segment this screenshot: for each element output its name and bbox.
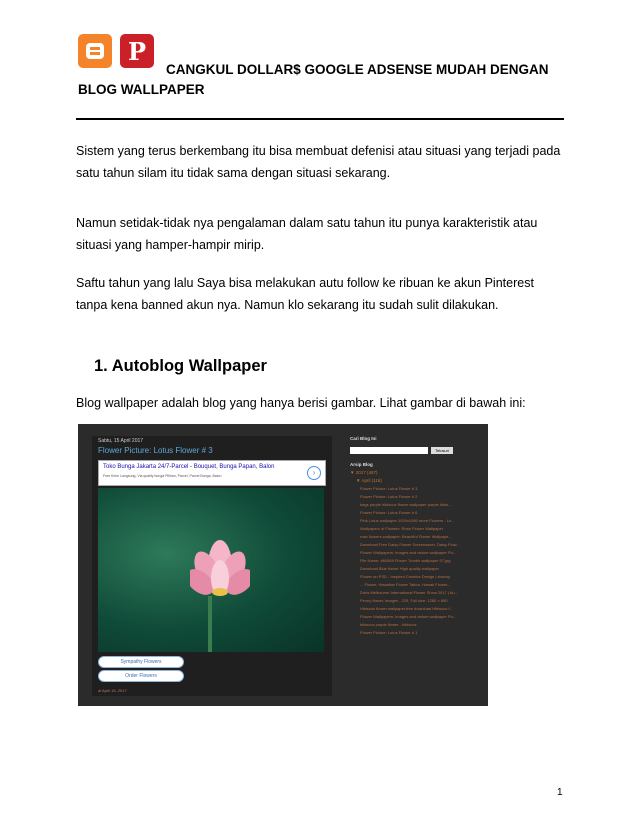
archive-item: Wallpapers of Flowers: Rose Flower Wallpaper — [360, 526, 444, 531]
page-number: 1 — [557, 787, 563, 798]
blog-sidebar — [350, 436, 480, 706]
sidebar-search-input — [350, 447, 428, 454]
archive-month: ▼ April (118) — [356, 478, 382, 483]
archive-item: Peony flower, images - 225, Full size: 1280 × 800 — [360, 598, 448, 603]
lotus-photo — [98, 488, 324, 652]
flower-buttons — [98, 656, 184, 684]
section-intro: Blog wallpaper adalah blog yang hanya berisi gambar. Lihat gambar di bawah ini: — [76, 396, 526, 410]
paragraph-1: Sistem yang terus berkembang itu bisa membuat defenisi atau situasi yang terjadi pada satu tahun silam itu tidak sama dengan situasi sekarang. — [76, 144, 561, 180]
sidebar-search-label: Cari Blog Ini — [350, 436, 377, 441]
ad-subtitle: Free Kirim Langsung, Via quality bunga Pilihan, Parcel, Parcel Bunga, Balon — [103, 474, 222, 478]
title-line-1: CANGKUL DOLLAR$ GOOGLE ADSENSE MUDAH DENGAN — [166, 62, 549, 77]
sidebar-search — [350, 447, 480, 454]
archive-year: ▼ 2017 (487) — [350, 470, 378, 475]
order-flowers-button: Order Flowers — [98, 670, 184, 682]
archive-item: Flower Picture: Lotus Flower # 1 — [360, 630, 418, 635]
paragraph-2: Namun setidak-tidak nya pengalaman dalam satu tahun itu punya karakteristik atau situasi yang hamper-hampir mirip. — [76, 216, 538, 252]
archive-item: rose flowers wallpaper: Beautiful Flower Wallpape... — [360, 534, 452, 539]
title-divider — [76, 118, 564, 120]
paragraph-3: Saftu tahun yang lalu Saya bisa melakukan autu follow ke ribuan ke akun Pinterest tanpa kena banned akun nya. Namun klo sekarang itu sudah sulit dilakukan. — [76, 276, 534, 312]
post-footer: di April 15, 2017 — [98, 688, 127, 693]
blog-post — [92, 436, 332, 696]
archive-item: Flower Picture: Lotus Flower # 2 — [360, 494, 418, 499]
post-date: Sabtu, 15 April 2017 — [98, 438, 144, 444]
archive-item: Download Free Daisy Flower Screensaver, Daisy Flow... — [360, 542, 460, 547]
lotus-flower-icon — [190, 526, 250, 606]
archive-item: File Name: #60569 Flower Tumblr wallpaper 07.jpg — [360, 558, 451, 563]
archive-item: Hibiscus flower wallpaper,free download Hibiscus f... — [360, 606, 453, 611]
archive-item: ... Flower, Hawaiian Flower Tattoo, Hawaii Flower... — [360, 582, 451, 587]
archive-item: Flower on PSD - Inspired Creative Design | strucsp — [360, 574, 451, 579]
title-line-2: BLOG WALLPAPER — [78, 82, 205, 97]
archive-item: Doris Melbourne International Flower Show 2017 | Au... — [360, 590, 458, 595]
sidebar-search-button: Telusuri — [431, 447, 453, 454]
sympathy-flowers-button: Sympathy Flowers — [98, 656, 184, 668]
blog-screenshot — [78, 424, 488, 706]
ad-arrow-icon: › — [307, 466, 321, 480]
post-title: Flower Picture: Lotus Flower # 3 — [98, 446, 213, 455]
section-heading: 1. Autoblog Wallpaper — [94, 357, 267, 375]
archive-item: Flower Picture: Lotus Flower # 3 — [360, 486, 418, 491]
archive-item: hibiscus purple flower - hibiscus — [360, 622, 417, 627]
archive-item: Flower Wallpapers: Images and nature wallpaper Flo... — [360, 550, 457, 555]
pinterest-icon: P — [120, 34, 154, 68]
ad-banner — [98, 460, 326, 486]
document-title — [78, 60, 568, 100]
blog-archive — [350, 462, 480, 635]
archive-item: Flower Wallpapers: Images and nature wallpaper Flo... — [360, 614, 457, 619]
archive-label: Arsip Blog — [350, 462, 373, 467]
archive-item: Flower Picture: Lotus Flower # 6 — [360, 510, 418, 515]
archive-item: bags purple hibiscus flower wallpaper purple hibis... — [360, 502, 452, 507]
ad-title: Toko Bunga Jakarta 24/7-Parcel - Bouquet, Bunga Papan, Balon — [103, 464, 275, 470]
archive-item: Pink Lotus wallpaper 1920x1080 more Flowers - Lo... — [360, 518, 455, 523]
archive-item: Download Blue flower High quality wallpaper — [360, 566, 439, 571]
